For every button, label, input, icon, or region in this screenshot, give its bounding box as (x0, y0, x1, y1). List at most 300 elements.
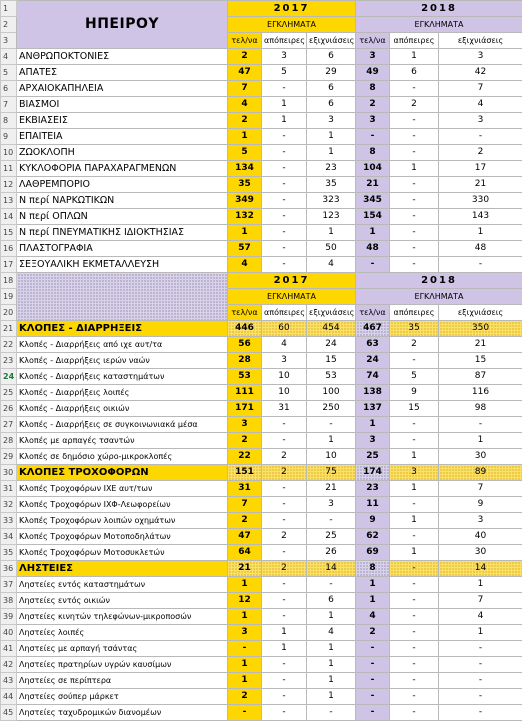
attempts-2017[interactable]: 2 (262, 465, 307, 481)
row-number[interactable]: 41 (1, 641, 17, 657)
total-2018[interactable]: 74 (356, 369, 390, 385)
row-number[interactable]: 27 (1, 417, 17, 433)
solved-2017[interactable]: 23 (307, 161, 356, 177)
attempts-2018[interactable]: - (390, 209, 439, 225)
attempts-2018[interactable]: - (390, 145, 439, 161)
attempts-2018[interactable]: 1 (390, 161, 439, 177)
attempts-2018[interactable]: - (390, 241, 439, 257)
crime-label[interactable]: Ν περί ΟΠΛΩΝ (17, 209, 228, 225)
attempts-2017[interactable]: 60 (262, 321, 307, 337)
total-2017[interactable]: 47 (228, 529, 262, 545)
solved-2017[interactable]: 3 (307, 497, 356, 513)
solved-2017[interactable]: 75 (307, 465, 356, 481)
total-2018[interactable]: - (356, 657, 390, 673)
crime-label[interactable]: Κλοπές με αρπαγές τσαντών (17, 433, 228, 449)
total-2017[interactable]: 171 (228, 401, 262, 417)
solved-2017[interactable]: 24 (307, 337, 356, 353)
total-2018[interactable]: 2 (356, 97, 390, 113)
attempts-2018[interactable]: - (390, 705, 439, 721)
attempts-2018[interactable]: - (390, 225, 439, 241)
attempts-2017[interactable]: 3 (262, 49, 307, 65)
total-2018[interactable]: 23 (356, 481, 390, 497)
attempts-2017[interactable]: 2 (262, 561, 307, 577)
crime-label[interactable]: Ληστείες εντός καταστημάτων (17, 577, 228, 593)
solved-2018[interactable]: 15 (439, 353, 522, 369)
total-2017[interactable]: 56 (228, 337, 262, 353)
total-2017[interactable]: 151 (228, 465, 262, 481)
attempts-2017[interactable]: - (262, 545, 307, 561)
attempts-2018[interactable]: 1 (390, 449, 439, 465)
row-number[interactable]: 36 (1, 561, 17, 577)
col-header-solved-2018[interactable]: εξιχνιάσεις (439, 305, 522, 321)
crime-label[interactable]: ΛΑΘΡΕΜΠΟΡΙΟ (17, 177, 228, 193)
solved-2017[interactable]: 100 (307, 385, 356, 401)
row-number[interactable]: 4 (1, 49, 17, 65)
row-number[interactable]: 30 (1, 465, 17, 481)
total-2017[interactable]: - (228, 705, 262, 721)
solved-2018[interactable]: - (439, 705, 522, 721)
section-blank-cell[interactable] (17, 273, 228, 321)
solved-2018[interactable]: 7 (439, 593, 522, 609)
attempts-2018[interactable]: 9 (390, 385, 439, 401)
attempts-2017[interactable]: - (262, 689, 307, 705)
attempts-2018[interactable]: - (390, 561, 439, 577)
col-header-solved-2017[interactable]: εξιχνιάσεις (307, 33, 356, 49)
attempts-2017[interactable]: - (262, 593, 307, 609)
row-number[interactable]: 2 (1, 17, 17, 33)
solved-2018[interactable]: 48 (439, 241, 522, 257)
total-2018[interactable]: 8 (356, 81, 390, 97)
row-number[interactable]: 26 (1, 401, 17, 417)
total-2017[interactable]: 7 (228, 497, 262, 513)
attempts-2018[interactable]: 3 (390, 465, 439, 481)
total-2017[interactable]: 349 (228, 193, 262, 209)
crime-label[interactable]: ΣΕΞΟΥΑΛΙΚΗ ΕΚΜΕΤΑΛΛΕΥΣΗ (17, 257, 228, 273)
solved-2018[interactable]: 21 (439, 337, 522, 353)
solved-2017[interactable]: 454 (307, 321, 356, 337)
attempts-2017[interactable]: - (262, 241, 307, 257)
total-2018[interactable]: 345 (356, 193, 390, 209)
total-2018[interactable]: 8 (356, 561, 390, 577)
solved-2017[interactable]: - (307, 417, 356, 433)
row-number[interactable]: 8 (1, 113, 17, 129)
row-number[interactable]: 17 (1, 257, 17, 273)
row-number[interactable]: 37 (1, 577, 17, 593)
total-2017[interactable]: 1 (228, 225, 262, 241)
col-header-total-2017[interactable]: τελ/να (228, 305, 262, 321)
attempts-2017[interactable]: - (262, 225, 307, 241)
row-number[interactable]: 11 (1, 161, 17, 177)
row-number[interactable]: 6 (1, 81, 17, 97)
total-2017[interactable]: 1 (228, 577, 262, 593)
row-number[interactable]: 32 (1, 497, 17, 513)
crime-label[interactable]: ΕΚΒΙΑΣΕΙΣ (17, 113, 228, 129)
solved-2017[interactable]: 6 (307, 593, 356, 609)
total-2017[interactable]: 1 (228, 673, 262, 689)
total-2017[interactable]: 134 (228, 161, 262, 177)
solved-2018[interactable]: 9 (439, 497, 522, 513)
col-header-attempts-2017[interactable]: απόπειρες (262, 305, 307, 321)
total-2018[interactable]: 3 (356, 49, 390, 65)
total-2017[interactable]: - (228, 641, 262, 657)
row-number[interactable]: 9 (1, 129, 17, 145)
attempts-2018[interactable]: - (390, 673, 439, 689)
col-header-solved-2018[interactable]: εξιχνιάσεις (439, 33, 522, 49)
solved-2018[interactable]: 3 (439, 49, 522, 65)
attempts-2018[interactable]: - (390, 625, 439, 641)
row-number[interactable]: 25 (1, 385, 17, 401)
solved-2018[interactable]: 4 (439, 97, 522, 113)
total-2018[interactable]: 1 (356, 225, 390, 241)
solved-2018[interactable]: 21 (439, 177, 522, 193)
total-2018[interactable]: 24 (356, 353, 390, 369)
total-2017[interactable]: 1 (228, 129, 262, 145)
total-2017[interactable]: 2 (228, 513, 262, 529)
total-2017[interactable]: 53 (228, 369, 262, 385)
attempts-2018[interactable]: - (390, 353, 439, 369)
solved-2018[interactable]: 7 (439, 81, 522, 97)
solved-2017[interactable]: 21 (307, 481, 356, 497)
crime-label[interactable]: Κλοπές Τροχοφόρων Μοτοσυκλετών (17, 545, 228, 561)
row-number[interactable]: 43 (1, 673, 17, 689)
attempts-2017[interactable]: 31 (262, 401, 307, 417)
solved-2017[interactable]: 15 (307, 353, 356, 369)
row-number[interactable]: 44 (1, 689, 17, 705)
crime-label[interactable]: Κλοπές - Διαρρήξεις από ιχε αυτ/τα (17, 337, 228, 353)
total-2018[interactable]: 137 (356, 401, 390, 417)
solved-2017[interactable]: 50 (307, 241, 356, 257)
total-2018[interactable]: 1 (356, 417, 390, 433)
total-2017[interactable]: 3 (228, 625, 262, 641)
total-2018[interactable]: 8 (356, 145, 390, 161)
attempts-2017[interactable]: - (262, 609, 307, 625)
total-2018[interactable]: 1 (356, 577, 390, 593)
attempts-2018[interactable]: 5 (390, 369, 439, 385)
total-2017[interactable]: 57 (228, 241, 262, 257)
total-2017[interactable]: 2 (228, 689, 262, 705)
total-2018[interactable]: - (356, 129, 390, 145)
attempts-2017[interactable]: - (262, 177, 307, 193)
attempts-2018[interactable]: - (390, 577, 439, 593)
total-2018[interactable]: 1 (356, 593, 390, 609)
solved-2017[interactable]: - (307, 577, 356, 593)
total-2018[interactable]: 69 (356, 545, 390, 561)
solved-2018[interactable]: 14 (439, 561, 522, 577)
crime-label[interactable]: ΑΝΘΡΩΠΟΚΤΟΝΙΕΣ (17, 49, 228, 65)
crime-label[interactable]: ΕΠΑΙΤΕΙΑ (17, 129, 228, 145)
solved-2018[interactable]: 1 (439, 625, 522, 641)
attempts-2018[interactable]: - (390, 81, 439, 97)
crime-label[interactable]: Ληστείες εντός οικιών (17, 593, 228, 609)
solved-2018[interactable]: 1 (439, 225, 522, 241)
year-2017-header[interactable]: 2017 (228, 273, 356, 289)
col-header-solved-2017[interactable]: εξιχνιάσεις (307, 305, 356, 321)
attempts-2018[interactable]: - (390, 497, 439, 513)
attempts-2018[interactable]: 15 (390, 401, 439, 417)
attempts-2018[interactable]: - (390, 113, 439, 129)
col-header-attempts-2018[interactable]: απόπειρες (390, 33, 439, 49)
row-number[interactable]: 34 (1, 529, 17, 545)
total-2017[interactable]: 4 (228, 257, 262, 273)
total-2018[interactable]: 138 (356, 385, 390, 401)
solved-2017[interactable]: 1 (307, 145, 356, 161)
total-2017[interactable]: 132 (228, 209, 262, 225)
solved-2017[interactable]: - (307, 705, 356, 721)
crime-label[interactable]: ΚΛΟΠΕΣ - ΔΙΑΡΡΗΞΕΙΣ (17, 321, 228, 337)
attempts-2018[interactable]: - (390, 433, 439, 449)
total-2018[interactable]: 174 (356, 465, 390, 481)
row-number[interactable]: 29 (1, 449, 17, 465)
row-number[interactable]: 33 (1, 513, 17, 529)
solved-2017[interactable]: 1 (307, 225, 356, 241)
solved-2018[interactable]: 350 (439, 321, 522, 337)
attempts-2018[interactable]: - (390, 129, 439, 145)
row-number[interactable]: 45 (1, 705, 17, 721)
crime-label[interactable]: Ληστείες λοιπές (17, 625, 228, 641)
total-2017[interactable]: 111 (228, 385, 262, 401)
solved-2018[interactable]: 1 (439, 433, 522, 449)
attempts-2017[interactable]: - (262, 657, 307, 673)
crime-label[interactable]: ΑΡΧΑΙΟΚΑΠΗΛΕΙΑ (17, 81, 228, 97)
attempts-2017[interactable]: - (262, 577, 307, 593)
solved-2017[interactable]: 1 (307, 129, 356, 145)
year-2018-header[interactable]: 2018 (356, 1, 522, 17)
total-2017[interactable]: 47 (228, 65, 262, 81)
attempts-2018[interactable]: - (390, 657, 439, 673)
row-number[interactable]: 5 (1, 65, 17, 81)
total-2017[interactable]: 21 (228, 561, 262, 577)
attempts-2017[interactable]: - (262, 161, 307, 177)
solved-2018[interactable]: - (439, 673, 522, 689)
crime-label[interactable]: Ληστείες σε περίπτερα (17, 673, 228, 689)
solved-2017[interactable]: 1 (307, 657, 356, 673)
row-number[interactable]: 18 (1, 273, 17, 289)
solved-2018[interactable]: 330 (439, 193, 522, 209)
solved-2017[interactable]: 1 (307, 433, 356, 449)
row-number[interactable]: 23 (1, 353, 17, 369)
row-number[interactable]: 28 (1, 433, 17, 449)
attempts-2017[interactable]: 3 (262, 353, 307, 369)
crime-label[interactable]: Ληστείες σούπερ μάρκετ (17, 689, 228, 705)
solved-2017[interactable]: 53 (307, 369, 356, 385)
solved-2017[interactable]: 1 (307, 609, 356, 625)
crime-label[interactable]: Ληστείες ταχυδρομικών διανομέων (17, 705, 228, 721)
solved-2017[interactable]: 1 (307, 673, 356, 689)
total-2018[interactable]: 4 (356, 609, 390, 625)
solved-2017[interactable]: 3 (307, 113, 356, 129)
total-2017[interactable]: 28 (228, 353, 262, 369)
col-header-total-2018[interactable]: τελ/να (356, 33, 390, 49)
solved-2018[interactable]: 17 (439, 161, 522, 177)
crime-label[interactable]: Ν περί ΝΑΡΚΩΤΙΚΩΝ (17, 193, 228, 209)
total-2018[interactable]: 104 (356, 161, 390, 177)
crime-label[interactable]: Ληστείες κινητών τηλεφώνων-μικροποσών (17, 609, 228, 625)
col-header-total-2017[interactable]: τελ/να (228, 33, 262, 49)
crime-label[interactable]: Κλοπές - Διαρρήξεις καταστημάτων (17, 369, 228, 385)
crime-label[interactable]: ΚΥΚΛΟΦΟΡΙΑ ΠΑΡΑΧΑΡΑΓΜΕΝΩΝ (17, 161, 228, 177)
year-2018-header[interactable]: 2018 (356, 273, 522, 289)
attempts-2017[interactable]: 10 (262, 369, 307, 385)
solved-2018[interactable]: - (439, 657, 522, 673)
total-2017[interactable]: 1 (228, 657, 262, 673)
total-2017[interactable]: 446 (228, 321, 262, 337)
solved-2018[interactable]: 116 (439, 385, 522, 401)
total-2018[interactable]: 11 (356, 497, 390, 513)
row-number[interactable]: 20 (1, 305, 17, 321)
total-2018[interactable]: - (356, 257, 390, 273)
row-number[interactable]: 35 (1, 545, 17, 561)
solved-2018[interactable]: 30 (439, 449, 522, 465)
col-header-attempts-2017[interactable]: απόπειρες (262, 33, 307, 49)
col-header-total-2018[interactable]: τελ/να (356, 305, 390, 321)
attempts-2018[interactable]: - (390, 689, 439, 705)
row-number[interactable]: 15 (1, 225, 17, 241)
crimes-subtitle-2017[interactable]: ΕΓΚΛΗΜΑΤΑ (228, 289, 356, 305)
solved-2018[interactable]: - (439, 257, 522, 273)
row-number[interactable]: 10 (1, 145, 17, 161)
total-2018[interactable]: 49 (356, 65, 390, 81)
attempts-2017[interactable]: - (262, 417, 307, 433)
crime-label[interactable]: ΠΛΑΣΤΟΓΡΑΦΙΑ (17, 241, 228, 257)
attempts-2017[interactable]: - (262, 705, 307, 721)
attempts-2017[interactable]: - (262, 481, 307, 497)
attempts-2018[interactable]: - (390, 417, 439, 433)
total-2017[interactable]: 22 (228, 449, 262, 465)
row-number[interactable]: 3 (1, 33, 17, 49)
attempts-2017[interactable]: 2 (262, 449, 307, 465)
total-2018[interactable]: 25 (356, 449, 390, 465)
crime-label[interactable]: Κλοπές Τροχοφόρων ΙΧΦ-Λεωφορείων (17, 497, 228, 513)
crime-label[interactable]: Κλοπές Τροχοφόρων Μοτοποδηλάτων (17, 529, 228, 545)
total-2018[interactable]: 467 (356, 321, 390, 337)
row-number[interactable]: 21 (1, 321, 17, 337)
attempts-2017[interactable]: - (262, 673, 307, 689)
attempts-2017[interactable]: 4 (262, 337, 307, 353)
attempts-2017[interactable]: 2 (262, 529, 307, 545)
solved-2017[interactable]: 4 (307, 625, 356, 641)
row-number[interactable]: 14 (1, 209, 17, 225)
attempts-2017[interactable]: - (262, 209, 307, 225)
row-number[interactable]: 13 (1, 193, 17, 209)
attempts-2018[interactable]: 1 (390, 481, 439, 497)
solved-2017[interactable]: 10 (307, 449, 356, 465)
attempts-2018[interactable]: 1 (390, 49, 439, 65)
solved-2018[interactable]: 7 (439, 481, 522, 497)
solved-2017[interactable]: 35 (307, 177, 356, 193)
attempts-2018[interactable]: - (390, 641, 439, 657)
crimes-subtitle-2018[interactable]: ΕΓΚΛΗΜΑΤΑ (356, 289, 522, 305)
attempts-2017[interactable]: - (262, 81, 307, 97)
attempts-2017[interactable]: 1 (262, 625, 307, 641)
crime-label[interactable]: Ληστείες πρατηρίων υγρών καυσίμων (17, 657, 228, 673)
solved-2017[interactable]: 1 (307, 641, 356, 657)
solved-2018[interactable]: - (439, 417, 522, 433)
total-2017[interactable]: 2 (228, 433, 262, 449)
attempts-2018[interactable]: - (390, 529, 439, 545)
attempts-2018[interactable]: 1 (390, 545, 439, 561)
total-2017[interactable]: 1 (228, 609, 262, 625)
attempts-2018[interactable]: 2 (390, 337, 439, 353)
attempts-2018[interactable]: - (390, 257, 439, 273)
attempts-2018[interactable]: - (390, 177, 439, 193)
attempts-2018[interactable]: 1 (390, 513, 439, 529)
total-2017[interactable]: 2 (228, 49, 262, 65)
solved-2017[interactable]: 14 (307, 561, 356, 577)
crimes-subtitle-2018[interactable]: ΕΓΚΛΗΜΑΤΑ (356, 17, 522, 33)
solved-2018[interactable]: 1 (439, 577, 522, 593)
total-2018[interactable]: 62 (356, 529, 390, 545)
total-2017[interactable]: 3 (228, 417, 262, 433)
attempts-2017[interactable]: - (262, 129, 307, 145)
crimes-subtitle-2017[interactable]: ΕΓΚΛΗΜΑΤΑ (228, 17, 356, 33)
attempts-2018[interactable]: - (390, 609, 439, 625)
total-2017[interactable]: 12 (228, 593, 262, 609)
solved-2018[interactable]: 3 (439, 113, 522, 129)
row-number[interactable]: 16 (1, 241, 17, 257)
solved-2017[interactable]: 323 (307, 193, 356, 209)
solved-2018[interactable]: - (439, 129, 522, 145)
solved-2017[interactable]: 6 (307, 81, 356, 97)
total-2018[interactable]: 9 (356, 513, 390, 529)
crime-label[interactable]: ΒΙΑΣΜΟΙ (17, 97, 228, 113)
solved-2017[interactable]: 29 (307, 65, 356, 81)
attempts-2017[interactable]: - (262, 145, 307, 161)
total-2018[interactable]: - (356, 641, 390, 657)
total-2017[interactable]: 64 (228, 545, 262, 561)
row-number[interactable]: 31 (1, 481, 17, 497)
crime-label[interactable]: Κλοπές - Διαρρήξεις σε συγκοινωνιακά μέσα (17, 417, 228, 433)
solved-2018[interactable]: - (439, 641, 522, 657)
total-2017[interactable]: 2 (228, 113, 262, 129)
total-2017[interactable]: 35 (228, 177, 262, 193)
solved-2017[interactable]: 25 (307, 529, 356, 545)
row-number[interactable]: 42 (1, 657, 17, 673)
crime-label[interactable]: Κλοπές - Διαρρήξεις οικιών (17, 401, 228, 417)
total-2018[interactable]: 154 (356, 209, 390, 225)
attempts-2018[interactable]: 35 (390, 321, 439, 337)
attempts-2018[interactable]: 2 (390, 97, 439, 113)
region-title[interactable]: ΗΠΕΙΡΟΥ (17, 1, 228, 49)
total-2018[interactable]: - (356, 673, 390, 689)
crime-label[interactable]: Κλοπές σε δημόσιο χώρο-μικροκλοπές (17, 449, 228, 465)
total-2018[interactable]: - (356, 705, 390, 721)
crime-label[interactable]: ΛΗΣΤΕΙΕΣ (17, 561, 228, 577)
solved-2018[interactable]: 3 (439, 513, 522, 529)
attempts-2017[interactable]: - (262, 257, 307, 273)
total-2018[interactable]: 2 (356, 625, 390, 641)
solved-2017[interactable]: - (307, 513, 356, 529)
solved-2017[interactable]: 6 (307, 49, 356, 65)
total-2018[interactable]: 63 (356, 337, 390, 353)
year-2017-header[interactable]: 2017 (228, 1, 356, 17)
crime-label[interactable]: ΑΠΑΤΕΣ (17, 65, 228, 81)
attempts-2017[interactable]: - (262, 513, 307, 529)
total-2017[interactable]: 31 (228, 481, 262, 497)
row-number[interactable]: 7 (1, 97, 17, 113)
solved-2017[interactable]: 4 (307, 257, 356, 273)
solved-2018[interactable]: 42 (439, 65, 522, 81)
crime-label[interactable]: Κλοπές - Διαρρήξεις ιερών ναών (17, 353, 228, 369)
solved-2018[interactable]: 87 (439, 369, 522, 385)
attempts-2017[interactable]: 5 (262, 65, 307, 81)
solved-2017[interactable]: 250 (307, 401, 356, 417)
attempts-2017[interactable]: 10 (262, 385, 307, 401)
crime-label[interactable]: Κλοπές Τροχοφόρων λοιπών οχημάτων (17, 513, 228, 529)
total-2017[interactable]: 4 (228, 97, 262, 113)
attempts-2017[interactable]: - (262, 193, 307, 209)
solved-2017[interactable]: 123 (307, 209, 356, 225)
row-number[interactable]: 39 (1, 609, 17, 625)
